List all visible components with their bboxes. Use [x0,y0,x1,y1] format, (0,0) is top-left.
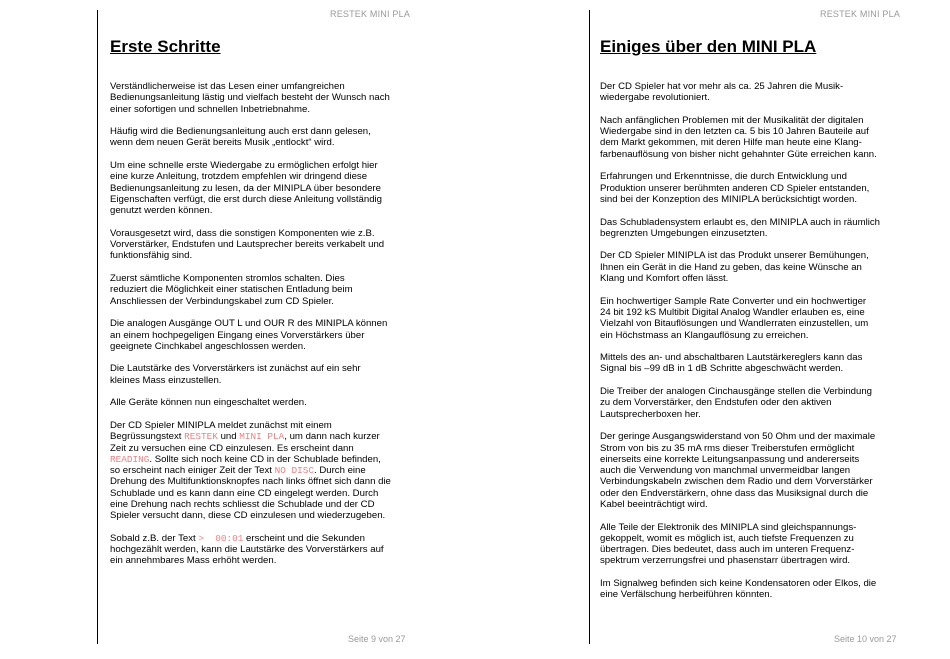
text-line: 24 bit 192 kS Multibit Digital Analog Wandler erlauben es, eine [600,306,865,318]
text-line: Bedienungsanleitung lästig und vielfach besteht der Wunsch nach [110,92,390,104]
lcd-text-restek: RESTEK [184,431,218,443]
text-line: Das Schubladensystem erlaubt es, den MINIPLA auch in räumlich [600,216,880,228]
text-line: Produktion unserer berühmten anderen CD Spieler entstanden, [600,182,870,194]
text-line: wiedergabe revolutioniert. [600,92,710,104]
text-line: Ihnen ein Gerät in die Hand zu geben, das keine Wünsche an [600,261,862,273]
text-line: ein Höchstmass an Klangauflösung zu erreichen. [600,329,809,341]
text-line: Zuerst sämtliche Komponenten stromlos schalten. Dies [110,273,345,285]
text-fragment: Sobald z.B. der Text [110,532,199,544]
text-line: reduziert die Möglichkeit einer statischen Entladung beim [110,284,353,296]
paragraph [600,431,900,510]
text-line: Strom von bis zu 35 mA rms dieser Treiberstufen ermöglicht [600,442,855,454]
text-line: Im Signalweg befinden sich keine Kondensatoren oder Elkos, die [600,578,877,590]
page-title: Erste Schritte [110,37,221,56]
text-line: Die Lautstärke des Vorverstärkers ist zunächst auf ein sehr [110,363,361,375]
text-fragment: . Sollte sich noch keine CD in der Schublade befinden, [149,453,381,465]
text-fragment: . Durch eine [314,465,366,477]
text-line: Signal bis –99 dB in 1 dB Schritte abgeschwächt werden. [600,363,844,375]
paragraph [110,533,405,567]
text-line: farbenauflösung von bisher nicht gehahnter Güte erreichen kann. [600,148,877,160]
paragraph [600,296,900,341]
page-body [600,81,900,612]
margin-rule [589,10,590,644]
text-line: Vorverstärker, Endstufen und Lautsprecher bereits verkabelt und [110,239,385,251]
text-line: Ein hochwertiger Sample Rate Converter und ein hochwertiger [600,295,867,307]
lcd-text-minipla: MINI PLA [239,431,285,443]
text-line: Verbindungskabeln zwischen dem Radio und dem Vorverstärker [600,476,873,488]
lcd-text-nodisc: NO DISC [274,465,314,477]
paragraph [110,228,405,262]
text-line: sind bei der Konzeption des MINIPLA berücksichtigt worden. [600,193,858,205]
paragraph [110,397,405,408]
text-line: Anschliessen der Verbindungskabel zum CD Spieler. [110,295,334,307]
page-header: RESTEK MINI PLA [330,9,411,19]
text-fragment: und [217,431,240,443]
text-line: übertragen. Dies bedeutet, dass auch im unteren Frequenz- [600,544,855,556]
text-line: einer sofortigen und schnellen Inbetriebnahme. [110,103,311,115]
text-line: zu dem Vorverstärker, den Endstufen oder den aktiven [600,397,832,409]
text-line: Vielzahl von Bitauflösungen und Wandlerraten einzustellen, um [600,318,869,330]
text-line: genutzt werden können. [110,205,213,217]
text-line: geeignete Cinchkabel angeschlossen werden. [110,340,306,352]
paragraph [110,318,405,352]
text-line: Zeit zu versuchen eine CD einzulesen. Es erscheint dann [110,442,354,454]
text-line: Drehung des Multifunktionsknopfes nach links öffnet sich dann die [110,476,391,488]
text-line: eine Verfälschung herbeiführen könnten. [600,589,773,601]
text-line: Wiedergabe sind in den letzten ca. 5 bis 10 Jahren Bauteile auf [600,126,869,138]
paragraph-list [110,81,405,409]
text-fragment: Begrüssungstext [110,431,185,443]
text-line: dem Markt gekommen, mit deren Hilfe man heute eine Klang- [600,137,862,149]
page-footer: Seite 9 von 27 [348,634,406,644]
text-line: Spieler versucht dann, diese CD einzulesen und wiederzugeben. [110,510,386,522]
text-line: kleines Mass einzustellen. [110,374,222,386]
text-line: Um eine schnelle erste Wiedergabe zu ermöglichen erfolgt hier [110,160,378,172]
text-line: hochgezählt werden, kann die Lautstärke des Vorverstärkers auf [110,544,384,556]
text-line: ein annehmbares Mass erhöht werden. [110,555,277,567]
paragraph [110,81,405,115]
paragraph-list [600,81,900,601]
paragraph [110,273,405,307]
page-title: Einiges über den MINI PLA [600,37,817,56]
text-line: Die analogen Ausgänge OUT L und OUR R des MINIPLA können [110,318,388,330]
lcd-text-reading: READING [110,453,150,465]
paragraph [110,126,405,149]
text-line: Alle Teile der Elektronik des MINIPLA sind gleichspannungs- [600,521,857,533]
paragraph [600,217,900,240]
text-fragment: erscheint und die Sekunden [243,532,365,544]
paragraph [600,115,900,160]
paragraph [600,522,900,567]
text-line: Der CD Spieler MINIPLA ist das Produkt unserer Bemühungen, [600,250,869,262]
text-line: Der CD Spieler MINIPLA meldet zunächst mit einem [110,419,332,431]
text-line [110,465,405,476]
text-line: Nach anfänglichen Problemen mit der Musikalität der digitalen [600,114,864,126]
paragraph [600,386,900,420]
text-line: Bedienungsanleitung zu lesen, da der MINIPLA über besondere [110,182,381,194]
text-line: gekoppelt, womit es möglich ist, auch tiefste Frequenzen zu [600,532,854,544]
text-line [110,533,405,544]
text-line: wenn dem neuen Gerät bereits Musik „entlockt“ wird. [110,137,335,149]
paragraph [600,81,900,104]
text-line: funktionsfähig sind. [110,250,193,262]
paragraph [110,363,405,386]
paragraph [600,171,900,205]
text-line: auch die Verwendung von manchmal unvermeidbar langen [600,465,851,477]
text-line [110,454,405,465]
text-line: eine Drehung nach rechts schliesst die Schublade und der CD [110,498,375,510]
text-line: Lautsprecherboxen her. [600,408,701,420]
text-line: an einem hochpegeligen Eingang eines Vorverstärkers über [110,329,365,341]
page-footer: Seite 10 von 27 [834,634,897,644]
text-line: Mittels des an- und abschaltbaren Lautstärkereglers kann das [600,352,863,364]
text-line: begrenzten Umgebungen einzusetzten. [600,227,768,239]
paragraph [600,578,900,601]
text-line: Vorausgesetzt wird, dass die sonstigen Komponenten wie z.B. [110,227,375,239]
text-line: Alle Geräte können nun eingeschaltet werden. [110,397,307,409]
text-line: Häufig wird die Bedienungsanleitung auch erst dann gelesen, [110,126,371,138]
text-line: Eigenschaften verfügt, die erst durch diese Anleitung vollständig [110,193,382,205]
text-line: eine kurze Anleitung, trotzdem empfehlen wir dringend diese [110,171,368,183]
text-line: Verständlicherweise ist das Lesen einer umfangreichen [110,81,345,92]
text-line: Die Treiber der analogen Cinchausgänge stellen die Verbindung [600,386,873,398]
text-line: oder den Endverstärkern, ohne dass das Musiksignal durch die [600,487,869,499]
lcd-text-play-time: > 00:01 [198,532,244,544]
text-line: Erfahrungen und Erkenntnisse, die durch Entwicklung und [600,171,847,183]
text-fragment: so erscheint nach einiger Zeit der Text [110,465,275,477]
text-line: Der geringe Ausgangswiderstand von 50 Ohm und der maximale [600,431,876,443]
text-line: Klang und Komfort offen lässt. [600,273,729,285]
text-line: spektrum verzerrungsfrei und phasenstarr übertragen wird. [600,555,851,567]
page-right [480,0,950,659]
paragraph [110,420,405,522]
page-body [110,81,405,578]
text-line [110,431,405,442]
text-line: einerseits eine korrekte Leitungsanpassung und andererseits [600,453,860,465]
text-line: Kabel beeinträchtigt wird. [600,498,708,510]
text-line: Der CD Spieler hat vor mehr als ca. 25 Jahren die Musik- [600,81,844,92]
paragraph [110,160,405,216]
paragraph [600,250,900,284]
page-header: RESTEK MINI PLA [820,9,901,19]
paragraph [600,352,900,375]
text-fragment: , um dann nach kurzer [284,431,380,443]
text-line: Schublade und es kann dann eine CD eingelegt werden. Durch [110,487,379,499]
margin-rule [97,10,98,644]
